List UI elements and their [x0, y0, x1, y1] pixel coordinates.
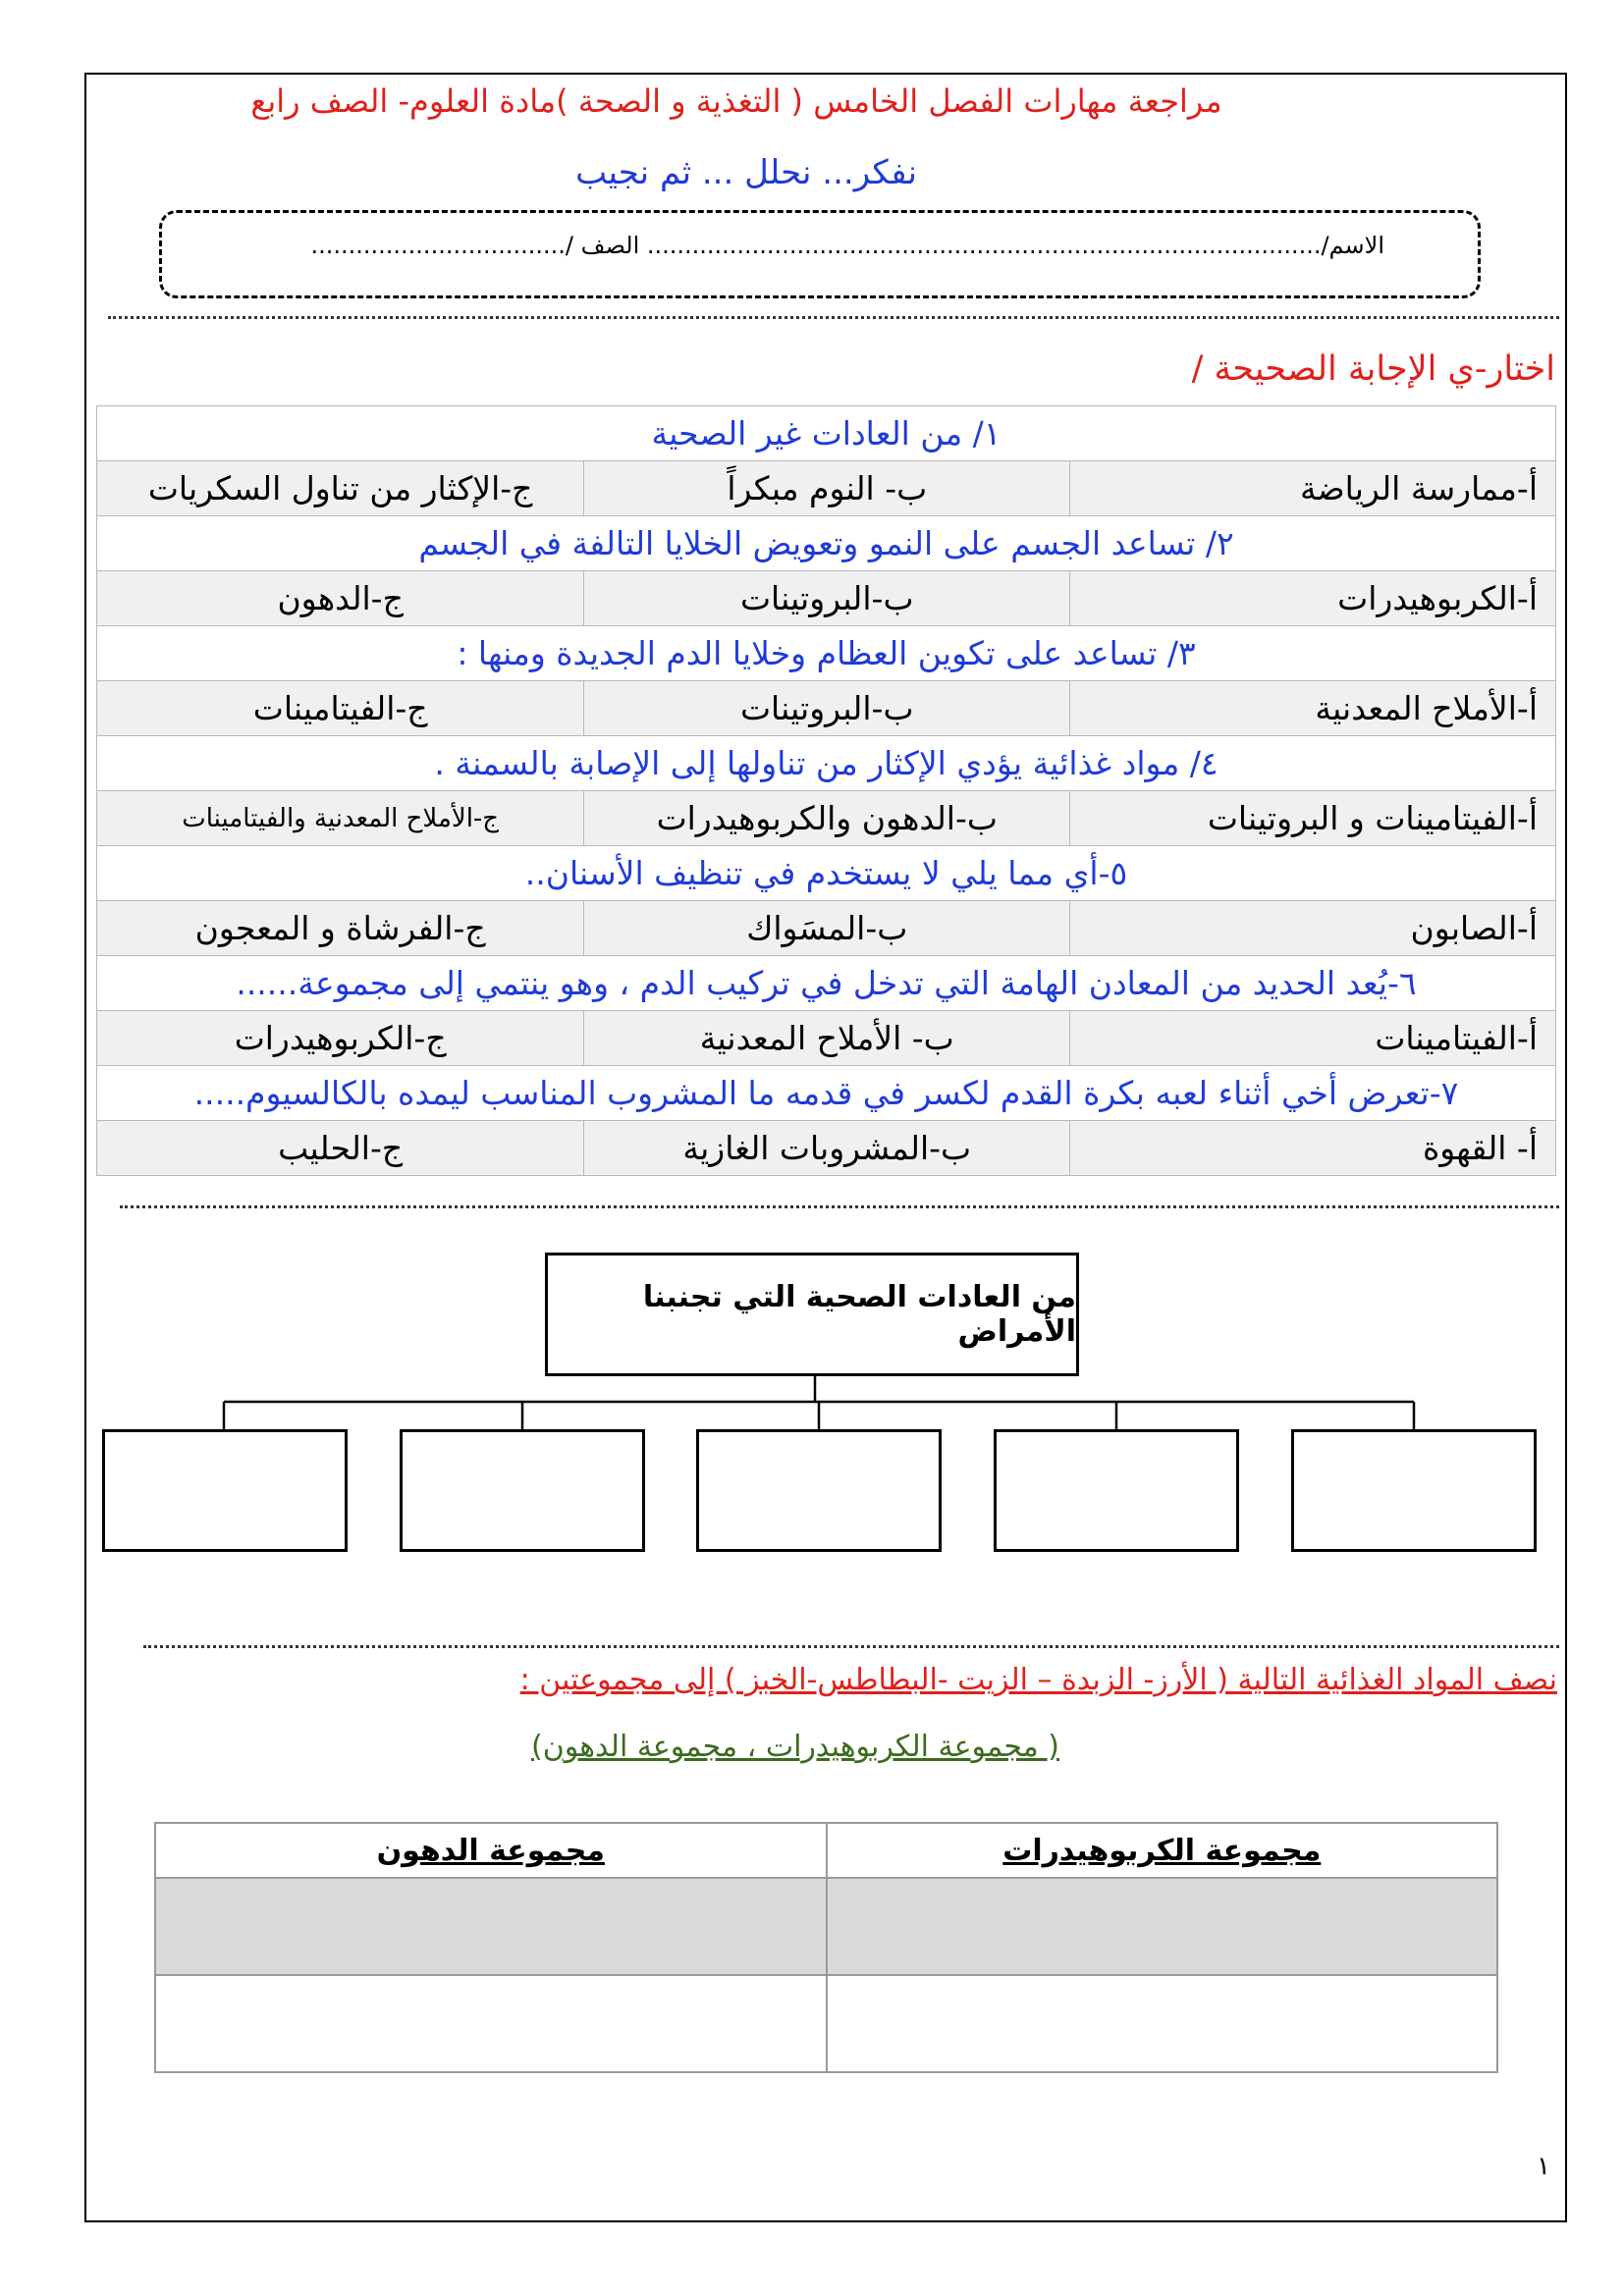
page-number: ١ — [1537, 2152, 1550, 2181]
q5-option-b[interactable]: ب-المسَواك — [584, 901, 1070, 956]
question-1: ١/ من العادات غير الصحية — [97, 406, 1556, 461]
habit-answer-box-2[interactable] — [994, 1429, 1239, 1552]
groups-hint: ( مجموعة الكربوهيدرات ، مجموعة الدهون) — [531, 1730, 1059, 1764]
carbohydrates-header: مجموعة الكربوهيدرات — [827, 1823, 1498, 1878]
worksheet-motto: نفكر... نحلل ... ثم نجيب — [575, 153, 917, 192]
q7-option-b[interactable]: ب-المشروبات الغازية — [584, 1121, 1070, 1176]
q7-option-c[interactable]: ج-الحليب — [97, 1121, 584, 1176]
q4-option-c[interactable]: ج-الأملاح المعدنية والفيتامينات — [97, 791, 584, 846]
habit-answer-box-4[interactable] — [400, 1429, 645, 1552]
q2-option-b[interactable]: ب-البروتينات — [584, 571, 1070, 626]
separator-3 — [143, 1645, 1559, 1648]
q6-option-a[interactable]: أ-الفيتامينات — [1070, 1011, 1556, 1066]
question-6: ٦-يُعد الحديد من المعادن الهامة التي تدخل في تركيب الدم ، وهو ينتمي إلى مجموعة...... — [97, 956, 1556, 1011]
q6-option-b[interactable]: ب- الأملاح المعدنية — [584, 1011, 1070, 1066]
q4-option-b[interactable]: ب-الدهون والكربوهيدرات — [584, 791, 1070, 846]
groups-table — [154, 1822, 1498, 2073]
q5-option-c[interactable]: ج-الفرشاة و المعجون — [97, 901, 584, 956]
q1-option-b[interactable]: ب- النوم مبكراً — [584, 461, 1070, 516]
q7-option-a[interactable]: أ- القهوة — [1070, 1121, 1556, 1176]
q6-option-c[interactable]: ج-الكربوهيدرات — [97, 1011, 584, 1066]
q5-option-a[interactable]: أ-الصابون — [1070, 901, 1556, 956]
question-3: ٣/ تساعد على تكوين العظام وخلايا الدم الجديدة ومنها : — [97, 626, 1556, 681]
q2-option-c[interactable]: ج-الدهون — [97, 571, 584, 626]
habit-answer-box-5[interactable] — [102, 1429, 348, 1552]
q2-option-a[interactable]: أ-الكربوهيدرات — [1070, 571, 1556, 626]
student-name-class-line[interactable]: الاسم/.......................................................................................... الصف /.................................. — [310, 232, 1384, 259]
fats-header: مجموعة الدهون — [155, 1823, 827, 1878]
section-heading-mcq: اختار-ي الإجابة الصحيحة / — [1191, 349, 1555, 389]
q1-option-a[interactable]: أ-ممارسة الرياضة — [1070, 461, 1556, 516]
q3-option-b[interactable]: ب-البروتينات — [584, 681, 1070, 736]
q4-option-a[interactable]: أ-الفيتامينات و البروتينات — [1070, 791, 1556, 846]
habit-answer-box-1[interactable] — [1291, 1429, 1537, 1552]
fats-cell-1[interactable] — [155, 1878, 827, 1975]
q3-option-a[interactable]: أ-الأملاح المعدنية — [1070, 681, 1556, 736]
question-5: ٥-أي مما يلي لا يستخدم في تنظيف الأسنان.. — [97, 846, 1556, 901]
q1-option-c[interactable]: ج-الإكثار من تناول السكريات — [97, 461, 584, 516]
q3-option-c[interactable]: ج-الفيتامينات — [97, 681, 584, 736]
fats-cell-2[interactable] — [155, 1975, 827, 2072]
question-4: ٤/ مواد غذائية يؤدي الإكثار من تناولها إلى الإصابة بالسمنة . — [97, 736, 1556, 791]
habit-answer-box-3[interactable] — [696, 1429, 942, 1552]
diagram-root-box: من العادات الصحية التي تجنبنا الأمراض — [545, 1253, 1079, 1376]
worksheet-title: مراجعة مهارات الفصل الخامس ( التغذية و الصحة )مادة العلوم- الصف رابع — [250, 82, 1222, 120]
question-2: ٢/ تساعد الجسم على النمو وتعويض الخلايا التالفة في الجسم — [97, 516, 1556, 571]
carbohydrates-cell-2[interactable] — [827, 1975, 1498, 2072]
classification-instruction: نصف المواد الغذائية التالية ( الأرز- الزبدة – الزيت -البطاطس-الخبز ) إلى مجموعتين : — [519, 1663, 1557, 1697]
carbohydrates-cell-1[interactable] — [827, 1878, 1498, 1975]
question-7: ٧-تعرض أخي أثناء لعبه بكرة القدم لكسر في قدمه ما المشروب المناسب ليمده بالكالسيوم..... — [97, 1066, 1556, 1121]
